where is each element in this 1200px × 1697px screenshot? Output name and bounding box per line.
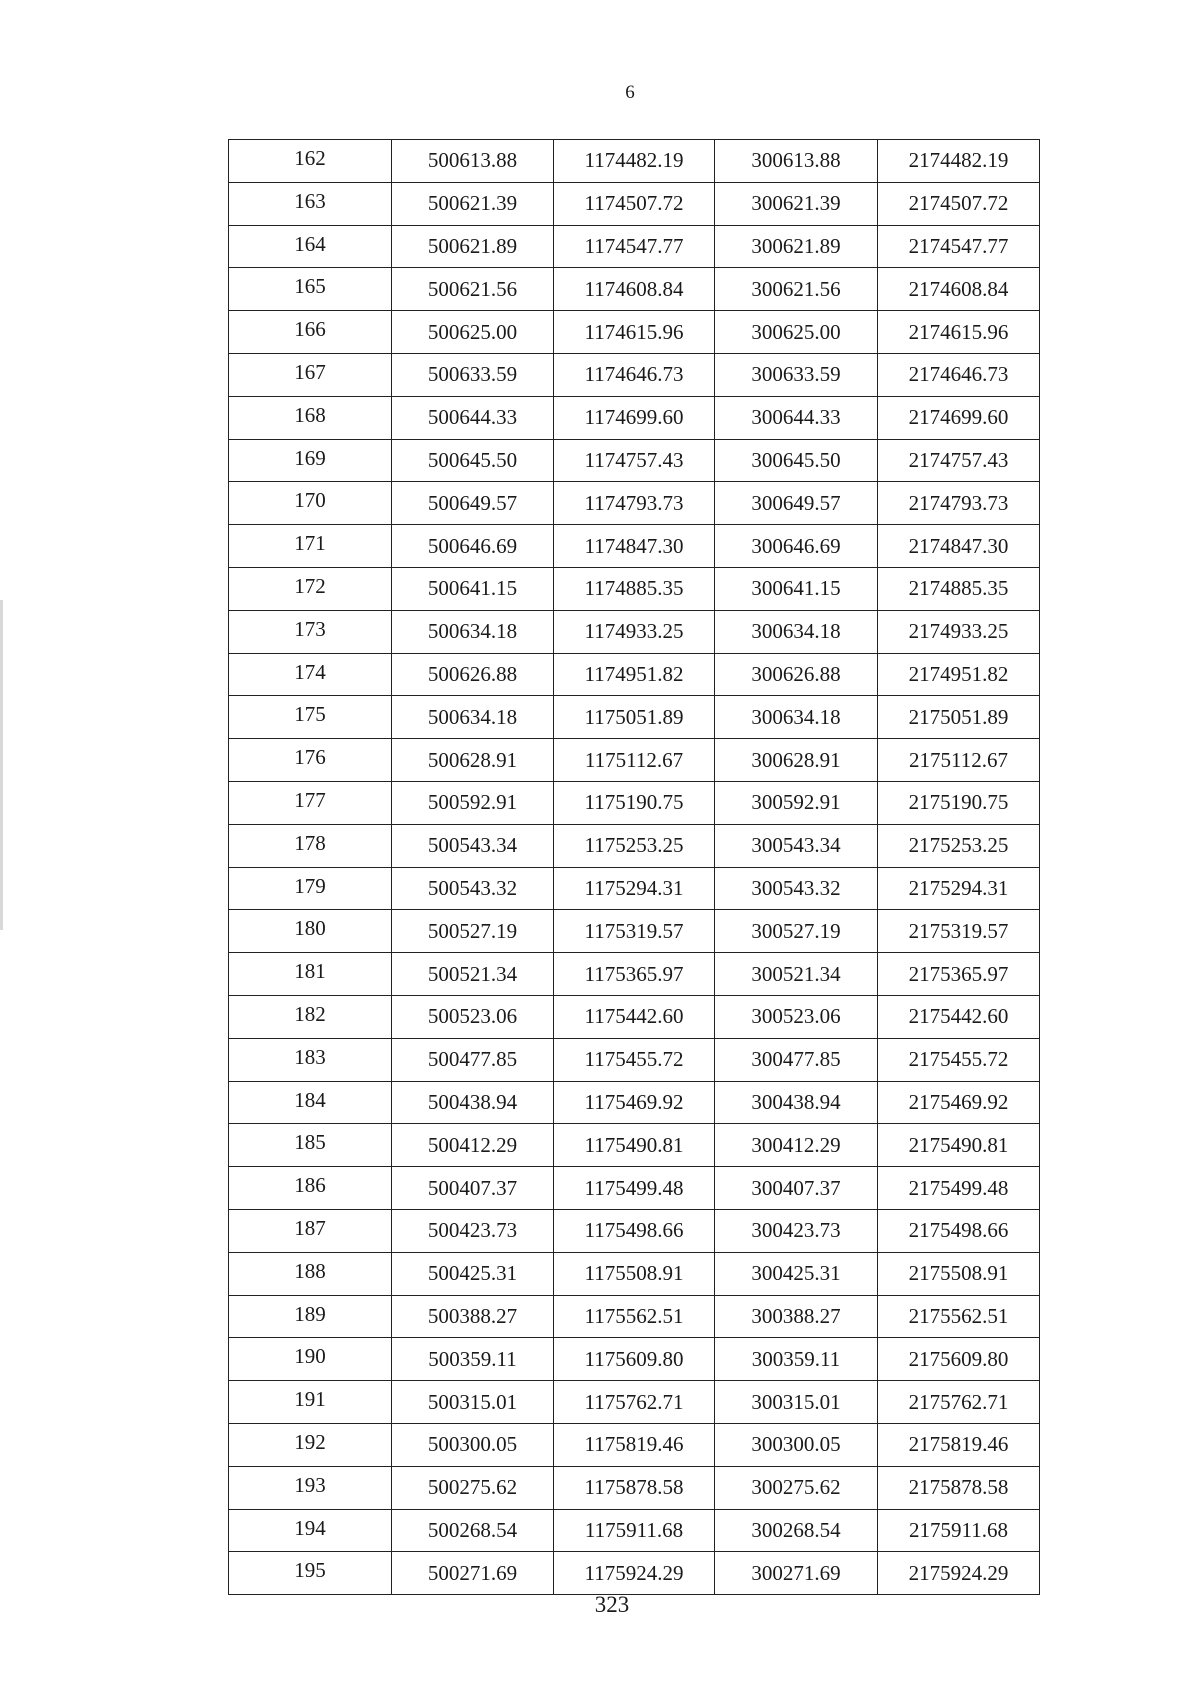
coord-x2-cell: 300423.73 [715,1209,878,1252]
coord-y1-cell: 1175469.92 [554,1081,715,1124]
coord-x1-cell: 500523.06 [392,995,554,1038]
coord-y2-cell: 2174615.96 [878,311,1040,354]
coord-x2-cell: 300521.34 [715,953,878,996]
coord-y2-cell: 2175112.67 [878,739,1040,782]
coord-x2-cell: 300543.34 [715,824,878,867]
coord-y2-cell: 2175051.89 [878,696,1040,739]
coord-y2-cell: 2175455.72 [878,1038,1040,1081]
coord-y1-cell: 1175455.72 [554,1038,715,1081]
coord-x2-cell: 300315.01 [715,1381,878,1424]
table-row [229,995,1040,1038]
point-number-cell: 169 [229,439,392,482]
coord-x1-cell: 500649.57 [392,482,554,525]
coord-y2-cell: 2174933.25 [878,610,1040,653]
coord-y1-cell: 1174615.96 [554,311,715,354]
page-number-top: 6 [625,82,635,103]
coord-x2-cell: 300300.05 [715,1423,878,1466]
coord-y1-cell: 1175924.29 [554,1552,715,1595]
coord-y2-cell: 2175911.68 [878,1509,1040,1552]
coord-y1-cell: 1175819.46 [554,1423,715,1466]
table-row [229,1081,1040,1124]
point-number-cell: 193 [229,1466,392,1509]
point-number-cell: 195 [229,1552,392,1595]
point-number-cell: 180 [229,910,392,953]
coord-x2-cell: 300644.33 [715,396,878,439]
coord-x2-cell: 300633.59 [715,353,878,396]
coord-x2-cell: 300543.32 [715,867,878,910]
coord-y2-cell: 2175190.75 [878,781,1040,824]
coord-y1-cell: 1175294.31 [554,867,715,910]
coord-y1-cell: 1175762.71 [554,1381,715,1424]
coord-y1-cell: 1175051.89 [554,696,715,739]
table-row [229,311,1040,354]
point-number-cell: 183 [229,1038,392,1081]
coord-x2-cell: 300613.88 [715,140,878,183]
coord-y2-cell: 2174951.82 [878,653,1040,696]
point-number-cell: 188 [229,1252,392,1295]
coord-y2-cell: 2175490.81 [878,1124,1040,1167]
coord-y2-cell: 2175762.71 [878,1381,1040,1424]
point-number-cell: 187 [229,1209,392,1252]
coord-x2-cell: 300359.11 [715,1338,878,1381]
coord-x2-cell: 300645.50 [715,439,878,482]
coord-y2-cell: 2174757.43 [878,439,1040,482]
coord-x1-cell: 500359.11 [392,1338,554,1381]
coord-x1-cell: 500438.94 [392,1081,554,1124]
point-number-cell: 165 [229,268,392,311]
coord-x2-cell: 300626.88 [715,653,878,696]
coord-y2-cell: 2174793.73 [878,482,1040,525]
point-number-cell: 170 [229,482,392,525]
coord-x1-cell: 500621.89 [392,225,554,268]
coord-y1-cell: 1174482.19 [554,140,715,183]
coord-y2-cell: 2174507.72 [878,182,1040,225]
table-row [229,1038,1040,1081]
coord-y2-cell: 2174885.35 [878,567,1040,610]
coord-y2-cell: 2175469.92 [878,1081,1040,1124]
coord-x2-cell: 300425.31 [715,1252,878,1295]
coord-x1-cell: 500543.32 [392,867,554,910]
table-row [229,1466,1040,1509]
point-number-cell: 171 [229,525,392,568]
table-row [229,1552,1040,1595]
coord-x1-cell: 500628.91 [392,739,554,782]
coord-x1-cell: 500646.69 [392,525,554,568]
coord-x1-cell: 500621.39 [392,182,554,225]
coord-x1-cell: 500275.62 [392,1466,554,1509]
point-number-cell: 185 [229,1124,392,1167]
coord-x2-cell: 300271.69 [715,1552,878,1595]
point-number-cell: 172 [229,567,392,610]
coord-x1-cell: 500543.34 [392,824,554,867]
point-number-cell: 167 [229,353,392,396]
coord-x2-cell: 300477.85 [715,1038,878,1081]
coord-x1-cell: 500644.33 [392,396,554,439]
table-row [229,439,1040,482]
coord-x1-cell: 500634.18 [392,696,554,739]
point-number-cell: 178 [229,824,392,867]
coord-x1-cell: 500625.00 [392,311,554,354]
coord-y1-cell: 1174699.60 [554,396,715,439]
coord-x2-cell: 300646.69 [715,525,878,568]
coord-x2-cell: 300625.00 [715,311,878,354]
coord-x2-cell: 300388.27 [715,1295,878,1338]
coord-y1-cell: 1174646.73 [554,353,715,396]
coord-y2-cell: 2175319.57 [878,910,1040,953]
coord-y1-cell: 1175319.57 [554,910,715,953]
coord-y2-cell: 2175819.46 [878,1423,1040,1466]
coord-y2-cell: 2175253.25 [878,824,1040,867]
coord-x1-cell: 500641.15 [392,567,554,610]
table-row [229,867,1040,910]
table-row [229,1209,1040,1252]
coord-x1-cell: 500268.54 [392,1509,554,1552]
coord-x1-cell: 500412.29 [392,1124,554,1167]
point-number-cell: 166 [229,311,392,354]
point-number-cell: 179 [229,867,392,910]
table-row [229,182,1040,225]
table-row [229,781,1040,824]
coord-x1-cell: 500388.27 [392,1295,554,1338]
coord-y2-cell: 2174847.30 [878,525,1040,568]
table-row [229,225,1040,268]
coord-y1-cell: 1175499.48 [554,1167,715,1210]
coord-x2-cell: 300641.15 [715,567,878,610]
point-number-cell: 184 [229,1081,392,1124]
table-row [229,1423,1040,1466]
coord-x2-cell: 300628.91 [715,739,878,782]
coord-y2-cell: 2174646.73 [878,353,1040,396]
coord-y1-cell: 1174847.30 [554,525,715,568]
coord-y2-cell: 2175499.48 [878,1167,1040,1210]
point-number-cell: 173 [229,610,392,653]
coord-y1-cell: 1174757.43 [554,439,715,482]
coord-y2-cell: 2175878.58 [878,1466,1040,1509]
coord-x2-cell: 300649.57 [715,482,878,525]
coord-y1-cell: 1175498.66 [554,1209,715,1252]
coord-x1-cell: 500634.18 [392,610,554,653]
point-number-cell: 194 [229,1509,392,1552]
coord-y1-cell: 1175442.60 [554,995,715,1038]
coord-y1-cell: 1174933.25 [554,610,715,653]
coord-y1-cell: 1175190.75 [554,781,715,824]
point-number-cell: 181 [229,953,392,996]
table-row [229,1338,1040,1381]
table-row [229,1252,1040,1295]
coord-y1-cell: 1174951.82 [554,653,715,696]
coord-x2-cell: 300621.56 [715,268,878,311]
coord-x2-cell: 300275.62 [715,1466,878,1509]
coord-y1-cell: 1175253.25 [554,824,715,867]
coord-y1-cell: 1175365.97 [554,953,715,996]
coord-y2-cell: 2174608.84 [878,268,1040,311]
coord-x2-cell: 300592.91 [715,781,878,824]
table-body [229,140,1040,1595]
coord-y1-cell: 1175562.51 [554,1295,715,1338]
coord-y1-cell: 1175609.80 [554,1338,715,1381]
coord-y1-cell: 1174547.77 [554,225,715,268]
point-number-cell: 182 [229,995,392,1038]
coord-y1-cell: 1174507.72 [554,182,715,225]
coord-y1-cell: 1174608.84 [554,268,715,311]
coord-x1-cell: 500626.88 [392,653,554,696]
coord-x2-cell: 300412.29 [715,1124,878,1167]
coord-y2-cell: 2175365.97 [878,953,1040,996]
table-row [229,696,1040,739]
point-number-cell: 176 [229,739,392,782]
coord-x2-cell: 300407.37 [715,1167,878,1210]
coord-y2-cell: 2174547.77 [878,225,1040,268]
coord-x2-cell: 300634.18 [715,610,878,653]
table-row [229,525,1040,568]
coord-y2-cell: 2175924.29 [878,1552,1040,1595]
table-row [229,1167,1040,1210]
table-row [229,1509,1040,1552]
table-row [229,268,1040,311]
coord-x1-cell: 500300.05 [392,1423,554,1466]
coord-y1-cell: 1175112.67 [554,739,715,782]
page-number-bottom: 323 [594,1592,630,1617]
table-row [229,1124,1040,1167]
point-number-cell: 162 [229,140,392,183]
coord-y2-cell: 2175508.91 [878,1252,1040,1295]
point-number-cell: 163 [229,182,392,225]
coord-x1-cell: 500633.59 [392,353,554,396]
table-row [229,1381,1040,1424]
table-row [229,140,1040,183]
table-row [229,824,1040,867]
coord-x1-cell: 500527.19 [392,910,554,953]
coord-y2-cell: 2175498.66 [878,1209,1040,1252]
coord-x1-cell: 500621.56 [392,268,554,311]
coord-y1-cell: 1174885.35 [554,567,715,610]
table-row [229,739,1040,782]
scan-edge-mark [0,600,3,930]
coord-x2-cell: 300268.54 [715,1509,878,1552]
table-row [229,1295,1040,1338]
point-number-cell: 189 [229,1295,392,1338]
point-number-cell: 175 [229,696,392,739]
coord-y2-cell: 2175609.80 [878,1338,1040,1381]
point-number-cell: 174 [229,653,392,696]
coord-x1-cell: 500521.34 [392,953,554,996]
point-number-cell: 191 [229,1381,392,1424]
coord-x2-cell: 300523.06 [715,995,878,1038]
coord-x1-cell: 500645.50 [392,439,554,482]
coord-x1-cell: 500407.37 [392,1167,554,1210]
point-number-cell: 168 [229,396,392,439]
coord-x2-cell: 300634.18 [715,696,878,739]
point-number-cell: 192 [229,1423,392,1466]
coord-x1-cell: 500425.31 [392,1252,554,1295]
table-row [229,567,1040,610]
coord-y2-cell: 2175442.60 [878,995,1040,1038]
coord-x1-cell: 500592.91 [392,781,554,824]
table-row [229,482,1040,525]
coord-y1-cell: 1174793.73 [554,482,715,525]
coord-x1-cell: 500477.85 [392,1038,554,1081]
table-row [229,353,1040,396]
coord-x2-cell: 300621.39 [715,182,878,225]
coord-x1-cell: 500315.01 [392,1381,554,1424]
table-row [229,396,1040,439]
point-number-cell: 190 [229,1338,392,1381]
table-row [229,653,1040,696]
point-number-cell: 164 [229,225,392,268]
coord-y2-cell: 2174482.19 [878,140,1040,183]
coord-x1-cell: 500271.69 [392,1552,554,1595]
coord-y1-cell: 1175911.68 [554,1509,715,1552]
coordinate-table [228,139,1040,1595]
point-number-cell: 177 [229,781,392,824]
coord-y1-cell: 1175490.81 [554,1124,715,1167]
coord-y2-cell: 2175294.31 [878,867,1040,910]
coord-x1-cell: 500423.73 [392,1209,554,1252]
coord-x2-cell: 300621.89 [715,225,878,268]
coord-y1-cell: 1175878.58 [554,1466,715,1509]
coord-y2-cell: 2175562.51 [878,1295,1040,1338]
coord-x2-cell: 300527.19 [715,910,878,953]
point-number-cell: 186 [229,1167,392,1210]
coord-x2-cell: 300438.94 [715,1081,878,1124]
table-row [229,953,1040,996]
table-row [229,910,1040,953]
table-row [229,610,1040,653]
coord-y1-cell: 1175508.91 [554,1252,715,1295]
coord-x1-cell: 500613.88 [392,140,554,183]
coord-y2-cell: 2174699.60 [878,396,1040,439]
